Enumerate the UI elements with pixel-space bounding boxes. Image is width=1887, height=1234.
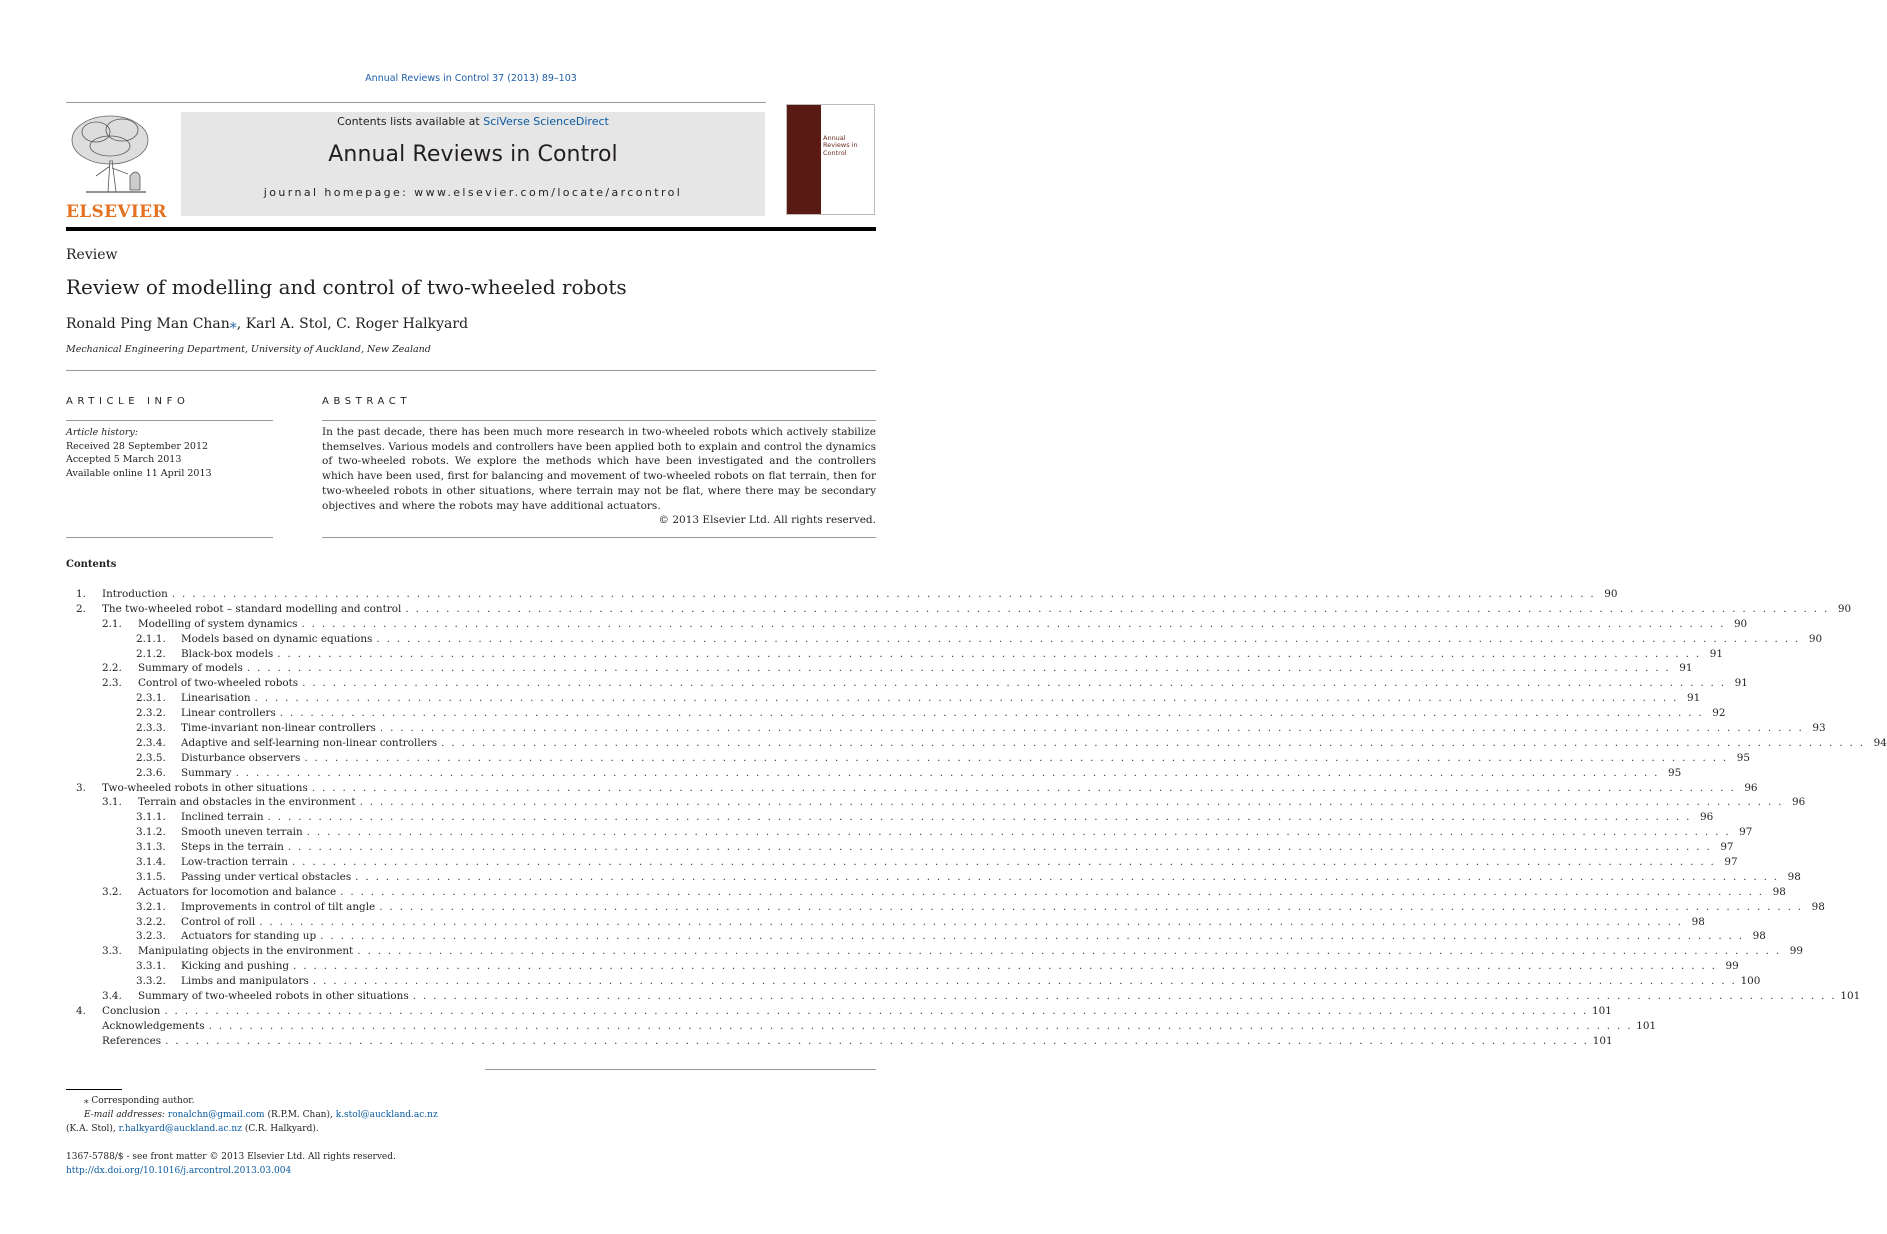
email-link[interactable]: k.stol@auckland.ac.nz <box>335 1110 438 1120</box>
toc-number: 1. <box>76 588 86 600</box>
accepted-date: Accepted 5 March 2013 <box>66 454 182 465</box>
divider <box>66 420 273 421</box>
toc-leader: . . . . . . . . . . . . . . . . . . . . . . . . . . . . . . . . . . . . . . . . . . . . . . . . . . . . . . . . . . . . . . . . . . . . . . . . . . . . . . . . . . . . . . . . . . . . . . . . . . . . . . . . . . . . . . . . . . . . . . . . . . . . . . . . . . . . . . . . . . . . <box>301 617 1726 630</box>
toc-page: 95 <box>1668 766 1682 779</box>
running-head[interactable]: Annual Reviews in Control 37 (2013) 89–103 <box>365 73 577 84</box>
toc-leader: . . . . . . . . . . . . . . . . . . . . . . . . . . . . . . . . . . . . . . . . . . . . . . . . . . . . . . . . . . . . . . . . . . . . . . . . . . . . . . . . . . . . . . . . . . . . . . . . . . . . . . . . . . . . . . . . . . . . . . . . . . . . . . . . . . . . . . . . . . . . <box>412 990 1837 1003</box>
toc-number: 2. <box>76 602 86 615</box>
toc-title[interactable]: Steps in the terrain <box>181 841 284 854</box>
toc-entry[interactable] <box>66 602 1852 617</box>
toc-entry[interactable] <box>66 855 1738 870</box>
toc-entry[interactable] <box>66 989 1861 1004</box>
cover-spine <box>787 105 821 214</box>
toc-line <box>181 915 1705 930</box>
toc-entry[interactable] <box>66 870 1801 885</box>
footnote-star: ⁎ <box>84 1096 89 1106</box>
abstract-text: In the past decade, there has been much more research in two-wheeled robots which actively stabilize themselves. Various models and controllers have been applied both to explain and control the dynamics of two-wheeled robots. We explore the methods which have been investigated and the controllers which have been used, first for balancing and movement of two-wheeled robots on flat terrain, then for two-wheeled robots in other situations, where terrain may not be flat, where there may be secondary objectives and where the robots may have additional actuators. <box>322 426 876 512</box>
toc-leader: . . . . . . . . . . . . . . . . . . . . . . . . . . . . . . . . . . . . . . . . . . . . . . . . . . . . . . . . . . . . . . . . . . . . . . . . . . . . . . . . . . . . . . . . . . . . . . . . . . . . . . . . . . . . . . . . . . . . . . . . . . . . . . . . . . . . . . . . . . . . <box>379 722 1804 735</box>
toc-leader: . . . . . . . . . . . . . . . . . . . . . . . . . . . . . . . . . . . . . . . . . . . . . . . . . . . . . . . . . . . . . . . . . . . . . . . . . . . . . . . . . . . . . . . . . . . . . . . . . . . . . . . . . . . . . . . . . . . . . . . . . . . . . . . . . . . . . . . . . . . . <box>254 692 1679 705</box>
toc-page: 90 <box>1808 632 1823 645</box>
toc-title[interactable]: Models based on dynamic equations <box>181 632 373 645</box>
article-type: Review <box>66 247 118 263</box>
toc-page: 91 <box>1709 647 1723 660</box>
toc-leader: . . . . . . . . . . . . . . . . . . . . . . . . . . . . . . . . . . . . . . . . . . . . . . . . . . . . . . . . . . . . . . . . . . . . . . . . . . . . . . . . . . . . . . . . . . . . . . . . . . . . . . . . . . . . . . . . . . . . . . . . . . . . . . . . . . . . . . . . . . . . <box>171 588 1596 600</box>
toc-title[interactable]: Improvements in control of tilt angle <box>181 900 376 913</box>
toc-title[interactable]: Conclusion <box>102 1004 161 1017</box>
toc-number: 2.3. <box>102 677 122 690</box>
email-link[interactable]: ronalchn@gmail.com <box>167 1110 265 1120</box>
toc-leader: . . . . . . . . . . . . . . . . . . . . . . . . . . . . . . . . . . . . . . . . . . . . . . . . . . . . . . . . . . . . . . . . . . . . . . . . . . . . . . . . . . . . . . . . . . . . . . . . . . . . . . . . . . . . . . . . . . . . . . . . . . . . . . . . . . . . . . . . . . . . <box>164 1004 1589 1017</box>
email-owner: (C.R. Halkyard). <box>244 1124 319 1134</box>
toc-leader: . . . . . . . . . . . . . . . . . . . . . . . . . . . . . . . . . . . . . . . . . . . . . . . . . . . . . . . . . . . . . . . . . . . . . . . . . . . . . . . . . . . . . . . . . . . . . . . . . . . . . . . . . . . . . . . . . . . . . . . . . . . . . . . . . . . . . . . . . . . . <box>259 915 1683 928</box>
toc-number: 2.3.3. <box>136 722 166 735</box>
toc-page: 91 <box>1734 677 1748 690</box>
toc-line <box>138 617 1748 632</box>
toc-entry[interactable] <box>66 647 1723 662</box>
toc-number: 2.1. <box>102 617 122 630</box>
toc-line <box>181 706 1726 721</box>
toc-leader: . . . . . . . . . . . . . . . . . . . . . . . . . . . . . . . . . . . . . . . . . . . . . . . . . . . . . . . . . . . . . . . . . . . . . . . . . . . . . . . . . . . . . . . . . . . . . . . . . . . . . . . . . . . . . . . . . . . . . . . . . . . . . . . . . . . . . . . . . . . . <box>312 975 1737 988</box>
toc-leader: . . . . . . . . . . . . . . . . . . . . . . . . . . . . . . . . . . . . . . . . . . . . . . . . . . . . . . . . . . . . . . . . . . . . . . . . . . . . . . . . . . . . . . . . . . . . . . . . . . . . . . . . . . . . . . . . . . . . . . . . . . . . . . . . . . . . . . . . . . . . <box>302 677 1726 690</box>
footnote-rule <box>66 1089 122 1090</box>
toc-page: 94 <box>1873 736 1887 749</box>
toc-page: 98 <box>1752 930 1766 943</box>
history-label: Article history: <box>66 427 138 438</box>
toc-title[interactable]: Control of two-wheeled robots <box>138 677 299 690</box>
toc-entry[interactable] <box>66 944 1803 959</box>
toc-line <box>138 676 1748 691</box>
toc-number: 3.3. <box>102 945 122 958</box>
toc-number: 3. <box>76 781 86 794</box>
toc-number: 3.2.1. <box>136 900 166 913</box>
toc-page: 90 <box>1604 588 1618 600</box>
toc-page: 96 <box>1744 781 1758 794</box>
email-line <box>66 1108 466 1122</box>
cover-title-line: Annual <box>823 134 846 142</box>
copyright: © 2013 Elsevier Ltd. All rights reserved. <box>658 514 876 527</box>
toc-leader: . . . . . . . . . . . . . . . . . . . . . . . . . . . . . . . . . . . . . . . . . . . . . . . . . . . . . . . . . . . . . . . . . . . . . . . . . . . . . . . . . . . . . . . . . . . . . . . . . . . . . . . . . . . . . . . . . . . . . . . . . . . . . . . . . . . . . . . . . . . . <box>235 766 1660 779</box>
affiliation: Mechanical Engineering Department, University of Auckland, New Zealand <box>66 344 431 355</box>
toc-leader: . . . . . . . . . . . . . . . . . . . . . . . . . . . . . . . . . . . . . . . . . . . . . . . . . . . . . . . . . . . . . . . . . . . . . . . . . . . . . . . . . . . . . . . . . . . . . . . . . . . . . . . . . . . . . . . . . . . . . . . . . . . . . . . . . . . . . . . . . . . . <box>405 602 1830 615</box>
toc-line <box>181 721 1826 736</box>
toc-title[interactable]: Passing under vertical obstacles <box>181 870 352 883</box>
toc-leader: . . . . . . . . . . . . . . . . . . . . . . . . . . . . . . . . . . . . . . . . . . . . . . . . . . . . . . . . . . . . . . . . . . . . . . . . . . . . . . . . . . . . . . . . . . . . . . . . . . . . . . . . . . . . . . . . . . . . . . . . . . . . . . . . . . . . . . . . . . . . <box>293 960 1717 973</box>
toc-title[interactable]: References <box>102 1034 162 1047</box>
toc-entry[interactable] <box>66 840 1734 855</box>
header-rule <box>66 227 876 231</box>
toc-leader: . . . . . . . . . . . . . . . . . . . . . . . . . . . . . . . . . . . . . . . . . . . . . . . . . . . . . . . . . . . . . . . . . . . . . . . . . . . . . . . . . . . . . . . . . . . . . . . . . . . . . . . . . . . . . . . . . . . . . . . . . . . . . . . . . . . . . . . . . . . . <box>320 930 1744 943</box>
toc-page: 101 <box>1636 1019 1657 1032</box>
toc-page: 99 <box>1789 945 1803 958</box>
article-info-heading: ARTICLE INFO <box>66 396 190 407</box>
toc-line <box>181 840 1734 855</box>
corresponding-author-link[interactable]: ⁎ <box>229 316 237 332</box>
toc-page: 99 <box>1725 960 1739 973</box>
toc-title[interactable]: Summary of models <box>138 662 243 675</box>
toc-title[interactable]: Adaptive and self-learning non-linear controllers <box>181 736 438 749</box>
toc-line <box>181 974 1761 989</box>
toc-line <box>181 959 1739 974</box>
sciencedirect-link[interactable]: SciVerse ScienceDirect <box>483 115 609 128</box>
toc-leader: . . . . . . . . . . . . . . . . . . . . . . . . . . . . . . . . . . . . . . . . . . . . . . . . . . . . . . . . . . . . . . . . . . . . . . . . . . . . . . . . . . . . . . . . . . . . . . . . . . . . . . . . . . . . . . . . . . . . . . . . . . . . . . . . . . . . . . . . . . . . <box>279 707 1704 720</box>
toc-entry[interactable] <box>66 795 1806 810</box>
toc-title[interactable]: Modelling of system dynamics <box>138 617 298 630</box>
author-first: Ronald Ping Man Chan <box>66 316 230 332</box>
toc-number: 3.2. <box>102 885 122 898</box>
issn-block <box>66 1150 396 1178</box>
toc-page: 96 <box>1700 811 1714 824</box>
toc-title[interactable]: Introduction <box>102 588 168 600</box>
toc-page: 97 <box>1724 856 1738 869</box>
toc-number: 2.2. <box>102 662 122 675</box>
toc-leader: . . . . . . . . . . . . . . . . . . . . . . . . . . . . . . . . . . . . . . . . . . . . . . . . . . . . . . . . . . . . . . . . . . . . . . . . . . . . . . . . . . . . . . . . . . . . . . . . . . . . . . . . . . . . . . . . . . . . . . . . . . . . . . . . . . . . . . . . . . . . <box>287 841 1712 854</box>
divider <box>322 537 876 538</box>
toc-title[interactable]: Low-traction terrain <box>181 856 288 869</box>
cover-title-line: Control <box>823 148 847 157</box>
toc-entry[interactable] <box>66 617 1748 632</box>
toc-entry[interactable] <box>66 915 1705 930</box>
toc-leader: . . . . . . . . . . . . . . . . . . . . . . . . . . . . . . . . . . . . . . . . . . . . . . . . . . . . . . . . . . . . . . . . . . . . . . . . . . . . . . . . . . . . . . . . . . . . . . . . . . . . . . . . . . . . . . . . . . . . . . . . . . . . . . . . . . . . . . . . . . . . <box>306 826 1731 839</box>
toc-line <box>181 855 1738 870</box>
toc-page: 101 <box>1592 1034 1613 1047</box>
divider <box>485 1069 876 1070</box>
toc-line <box>181 647 1723 662</box>
toc-line <box>102 602 1852 617</box>
toc-entry[interactable] <box>66 587 1618 602</box>
toc-title[interactable]: Disturbance observers <box>181 751 301 764</box>
toc-number: 3.1.5. <box>136 870 166 883</box>
toc-page: 101 <box>1840 990 1861 1003</box>
toc-page: 92 <box>1712 707 1726 720</box>
journal-cover <box>786 104 875 215</box>
toc-leader: . . . . . . . . . . . . . . . . . . . . . . . . . . . . . . . . . . . . . . . . . . . . . . . . . . . . . . . . . . . . . . . . . . . . . . . . . . . . . . . . . . . . . . . . . . . . . . . . . . . . . . . . . . . . . . . . . . . . . . . . . . . . . . . . . . . . . . . . . . . . <box>291 856 1716 869</box>
toc-line <box>138 944 1803 959</box>
abstract <box>322 425 876 528</box>
toc-title[interactable]: Actuators for locomotion and balance <box>138 885 337 898</box>
footnote <box>66 1094 466 1136</box>
toc-leader: . . . . . . . . . . . . . . . . . . . . . . . . . . . . . . . . . . . . . . . . . . . . . . . . . . . . . . . . . . . . . . . . . . . . . . . . . . . . . . . . . . . . . . . . . . . . . . . . . . . . . . . . . . . . . . . . . . . . . . . . . . . . . . . . . . . . . . . . . . . . <box>441 736 1865 749</box>
toc-page: 93 <box>1812 722 1826 735</box>
toc-page: 100 <box>1740 975 1761 988</box>
toc-page: 91 <box>1687 692 1701 705</box>
toc-title[interactable]: Kicking and pushing <box>181 960 290 973</box>
toc-title[interactable]: Time-invariant non-linear controllers <box>181 722 376 735</box>
toc-entry[interactable] <box>66 959 1739 974</box>
toc-page: 98 <box>1772 885 1786 898</box>
toc-title[interactable]: Two-wheeled robots in other situations <box>102 781 308 794</box>
toc-number: 3.1. <box>102 796 122 809</box>
toc-entry[interactable] <box>66 751 1751 766</box>
toc-number: 3.2.3. <box>136 930 166 943</box>
toc-entry[interactable] <box>66 929 1766 944</box>
toc-entry[interactable] <box>66 885 1786 900</box>
toc-page: 95 <box>1736 751 1751 764</box>
toc-number: 3.1.2. <box>136 826 166 839</box>
toc-number: 3.4. <box>102 990 122 1003</box>
toc-entry[interactable] <box>66 1034 1613 1049</box>
toc-line <box>102 1004 1612 1019</box>
toc-number: 3.1.1. <box>136 811 166 824</box>
toc-page: 90 <box>1837 602 1852 615</box>
toc-number: 4. <box>76 1004 86 1017</box>
toc-page: 97 <box>1739 826 1753 839</box>
toc-entry[interactable] <box>66 825 1753 840</box>
article-title: Review of modelling and control of two-wheeled robots <box>66 275 627 299</box>
toc-number: 3.2.2. <box>136 915 166 928</box>
toc-title[interactable]: Smooth uneven terrain <box>181 826 303 839</box>
toc-entry[interactable] <box>66 676 1748 691</box>
toc-entry[interactable] <box>66 661 1693 676</box>
publisher-wordmark: ELSEVIER <box>66 202 167 222</box>
article-history <box>66 426 212 480</box>
toc-number: 3.3.2. <box>136 975 166 988</box>
corresponding-note <box>66 1094 466 1108</box>
divider <box>322 420 876 421</box>
corresponding-text: Corresponding author. <box>91 1096 195 1106</box>
toc-line <box>181 691 1701 706</box>
toc-number: 2.3.2. <box>136 707 166 720</box>
toc-title[interactable]: Actuators for standing up <box>181 930 317 943</box>
toc-number: 3.1.4. <box>136 856 166 869</box>
toc-title[interactable]: Acknowledgements <box>102 1019 205 1032</box>
doi-link[interactable]: http://dx.doi.org/10.1016/j.arcontrol.2013.03.004 <box>66 1166 292 1176</box>
toc-number: 2.1.1. <box>136 632 166 645</box>
toc-page: 90 <box>1733 617 1748 630</box>
toc-page: 91 <box>1679 662 1693 675</box>
toc-page: 96 <box>1792 796 1806 809</box>
toc-line <box>181 766 1682 781</box>
toc-page: 101 <box>1592 1004 1612 1017</box>
email-link[interactable]: r.halkyard@auckland.ac.nz <box>118 1124 242 1134</box>
toc-line <box>181 870 1801 885</box>
toc-entry[interactable] <box>66 900 1825 915</box>
contents-available <box>181 115 765 128</box>
toc-line <box>102 587 1618 602</box>
toc-title[interactable]: Inclined terrain <box>181 811 264 824</box>
toc-entry[interactable] <box>66 632 1823 647</box>
toc-entry[interactable] <box>66 810 1714 825</box>
toc-title[interactable]: Manipulating objects in the environment <box>138 945 354 958</box>
contents-heading: Contents <box>66 559 117 570</box>
elsevier-logo <box>66 110 167 222</box>
toc-leader: . . . . . . . . . . . . . . . . . . . . . . . . . . . . . . . . . . . . . . . . . . . . . . . . . . . . . . . . . . . . . . . . . . . . . . . . . . . . . . . . . . . . . . . . . . . . . . . . . . . . . . . . . . . . . . . . . . . . . . . . . . . . . . . . . . . . . . . . . . . . <box>357 945 1781 958</box>
toc-number: 2.3.5. <box>136 751 166 764</box>
cover-title-line: Reviews in <box>823 141 858 150</box>
toc-leader: . . . . . . . . . . . . . . . . . . . . . . . . . . . . . . . . . . . . . . . . . . . . . . . . . . . . . . . . . . . . . . . . . . . . . . . . . . . . . . . . . . . . . . . . . . . . . . . . . . . . . . . . . . . . . . . . . . . . . . . . . . . . . . . . . . . . . . . . . . . . <box>376 632 1801 645</box>
divider <box>66 537 273 538</box>
toc-title[interactable]: Black-box models <box>181 647 274 660</box>
toc-leader: . . . . . . . . . . . . . . . . . . . . . . . . . . . . . . . . . . . . . . . . . . . . . . . . . . . . . . . . . . . . . . . . . . . . . . . . . . . . . . . . . . . . . . . . . . . . . . . . . . . . . . . . . . . . . . . . . . . . . . . . . . . . . . . . . . . . . . . . . . . . <box>359 796 1784 809</box>
toc-leader: . . . . . . . . . . . . . . . . . . . . . . . . . . . . . . . . . . . . . . . . . . . . . . . . . . . . . . . . . . . . . . . . . . . . . . . . . . . . . . . . . . . . . . . . . . . . . . . . . . . . . . . . . . . . . . . . . . . . . . . . . . . . . . . . . . . . . . . . . . . . <box>355 870 1779 883</box>
toc-line <box>181 632 1823 647</box>
toc-page: 98 <box>1691 915 1705 928</box>
toc-title[interactable]: Limbs and manipulators <box>181 975 309 988</box>
front-matter: 1367-5788/$ - see front matter © 2013 Elsevier Ltd. All rights reserved. <box>66 1152 396 1162</box>
toc-number: 2.3.4. <box>136 736 166 749</box>
toc-line <box>181 900 1825 915</box>
toc-title[interactable]: Summary <box>181 766 232 779</box>
masthead-rule <box>66 102 766 103</box>
table-of-contents <box>66 587 1887 1049</box>
toc-line <box>102 1034 1613 1049</box>
toc-line <box>181 929 1766 944</box>
online-date: Available online 11 April 2013 <box>66 467 212 479</box>
toc-leader: . . . . . . . . . . . . . . . . . . . . . . . . . . . . . . . . . . . . . . . . . . . . . . . . . . . . . . . . . . . . . . . . . . . . . . . . . . . . . . . . . . . . . . . . . . . . . . . . . . . . . . . . . . . . . . . . . . . . . . . . . . . . . . . . . . . . . . . . . . . . <box>165 1034 1589 1047</box>
abstract-heading: ABSTRACT <box>322 396 412 407</box>
toc-leader: . . . . . . . . . . . . . . . . . . . . . . . . . . . . . . . . . . . . . . . . . . . . . . . . . . . . . . . . . . . . . . . . . . . . . . . . . . . . . . . . . . . . . . . . . . . . . . . . . . . . . . . . . . . . . . . . . . . . . . . . . . . . . . . . . . . . . . . . . . . . <box>246 662 1671 675</box>
toc-title[interactable]: Linearisation <box>181 692 251 705</box>
toc-leader: . . . . . . . . . . . . . . . . . . . . . . . . . . . . . . . . . . . . . . . . . . . . . . . . . . . . . . . . . . . . . . . . . . . . . . . . . . . . . . . . . . . . . . . . . . . . . . . . . . . . . . . . . . . . . . . . . . . . . . . . . . . . . . . . . . . . . . . . . . . . <box>311 781 1736 794</box>
toc-title[interactable]: Summary of two-wheeled robots in other situations <box>138 990 409 1003</box>
toc-title[interactable]: Linear controllers <box>181 707 276 720</box>
cover-title <box>823 135 858 157</box>
toc-entry[interactable] <box>66 721 1826 736</box>
toc-line <box>138 989 1861 1004</box>
toc-page: 97 <box>1720 841 1734 854</box>
toc-line <box>102 1019 1657 1034</box>
email-owner: (K.A. Stol), <box>66 1124 116 1134</box>
journal-title: Annual Reviews in Control <box>328 142 618 167</box>
elsevier-tree-icon <box>66 110 160 196</box>
toc-leader: . . . . . . . . . . . . . . . . . . . . . . . . . . . . . . . . . . . . . . . . . . . . . . . . . . . . . . . . . . . . . . . . . . . . . . . . . . . . . . . . . . . . . . . . . . . . . . . . . . . . . . . . . . . . . . . . . . . . . . . . . . . . . . . . . . . . . . . . . . . . <box>277 647 1701 660</box>
toc-page: 98 <box>1811 900 1825 913</box>
journal-homepage[interactable]: journal homepage: www.elsevier.com/locate/arcontrol <box>263 186 683 199</box>
journal-masthead <box>181 112 765 216</box>
toc-number: 3.1.3. <box>136 841 166 854</box>
email-line <box>66 1122 466 1136</box>
author-list <box>66 316 468 332</box>
toc-entry[interactable] <box>66 974 1761 989</box>
toc-page: 98 <box>1787 870 1801 883</box>
received-date: Received 28 September 2012 <box>66 440 209 452</box>
toc-line <box>138 795 1806 810</box>
email-label: E-mail addresses: <box>84 1110 166 1120</box>
email-owner: (R.P.M. Chan), <box>267 1110 333 1120</box>
toc-leader: . . . . . . . . . . . . . . . . . . . . . . . . . . . . . . . . . . . . . . . . . . . . . . . . . . . . . . . . . . . . . . . . . . . . . . . . . . . . . . . . . . . . . . . . . . . . . . . . . . . . . . . . . . . . . . . . . . . . . . . . . . . . . . . . . . . . . . . . . . . . <box>267 811 1692 824</box>
toc-title[interactable]: The two-wheeled robot – standard modelling and control <box>102 602 402 615</box>
toc-line <box>181 751 1751 766</box>
toc-leader: . . . . . . . . . . . . . . . . . . . . . . . . . . . . . . . . . . . . . . . . . . . . . . . . . . . . . . . . . . . . . . . . . . . . . . . . . . . . . . . . . . . . . . . . . . . . . . . . . . . . . . . . . . . . . . . . . . . . . . . . . . . . . . . . . . . . . . . . . . . . <box>208 1019 1633 1032</box>
toc-line <box>181 810 1714 825</box>
toc-line <box>102 781 1758 796</box>
toc-title[interactable]: Control of roll <box>181 915 256 928</box>
toc-entry[interactable] <box>66 691 1701 706</box>
toc-line <box>138 661 1693 676</box>
author-rest: , Karl A. Stol, C. Roger Halkyard <box>236 316 469 332</box>
toc-entry[interactable] <box>66 1019 1657 1034</box>
toc-title[interactable]: Terrain and obstacles in the environment <box>138 796 356 809</box>
toc-number: 2.1.2. <box>136 647 166 660</box>
toc-entry[interactable] <box>66 1004 1612 1019</box>
toc-leader: . . . . . . . . . . . . . . . . . . . . . . . . . . . . . . . . . . . . . . . . . . . . . . . . . . . . . . . . . . . . . . . . . . . . . . . . . . . . . . . . . . . . . . . . . . . . . . . . . . . . . . . . . . . . . . . . . . . . . . . . . . . . . . . . . . . . . . . . . . . . <box>304 751 1729 764</box>
divider <box>66 370 876 371</box>
toc-line <box>138 885 1786 900</box>
toc-number: 2.3.1. <box>136 692 166 705</box>
toc-entry[interactable] <box>66 781 1758 796</box>
toc-entry[interactable] <box>66 736 1887 751</box>
toc-line <box>181 825 1753 840</box>
available-prefix: Contents lists available at <box>337 115 484 128</box>
toc-number: 3.3.1. <box>136 960 166 973</box>
toc-entry[interactable] <box>66 766 1682 781</box>
toc-number: 2.3.6. <box>136 766 166 779</box>
toc-leader: . . . . . . . . . . . . . . . . . . . . . . . . . . . . . . . . . . . . . . . . . . . . . . . . . . . . . . . . . . . . . . . . . . . . . . . . . . . . . . . . . . . . . . . . . . . . . . . . . . . . . . . . . . . . . . . . . . . . . . . . . . . . . . . . . . . . . . . . . . . . <box>340 885 1764 898</box>
toc-leader: . . . . . . . . . . . . . . . . . . . . . . . . . . . . . . . . . . . . . . . . . . . . . . . . . . . . . . . . . . . . . . . . . . . . . . . . . . . . . . . . . . . . . . . . . . . . . . . . . . . . . . . . . . . . . . . . . . . . . . . . . . . . . . . . . . . . . . . . . . . . <box>379 900 1803 913</box>
toc-line <box>181 736 1887 751</box>
toc-entry[interactable] <box>66 706 1726 721</box>
